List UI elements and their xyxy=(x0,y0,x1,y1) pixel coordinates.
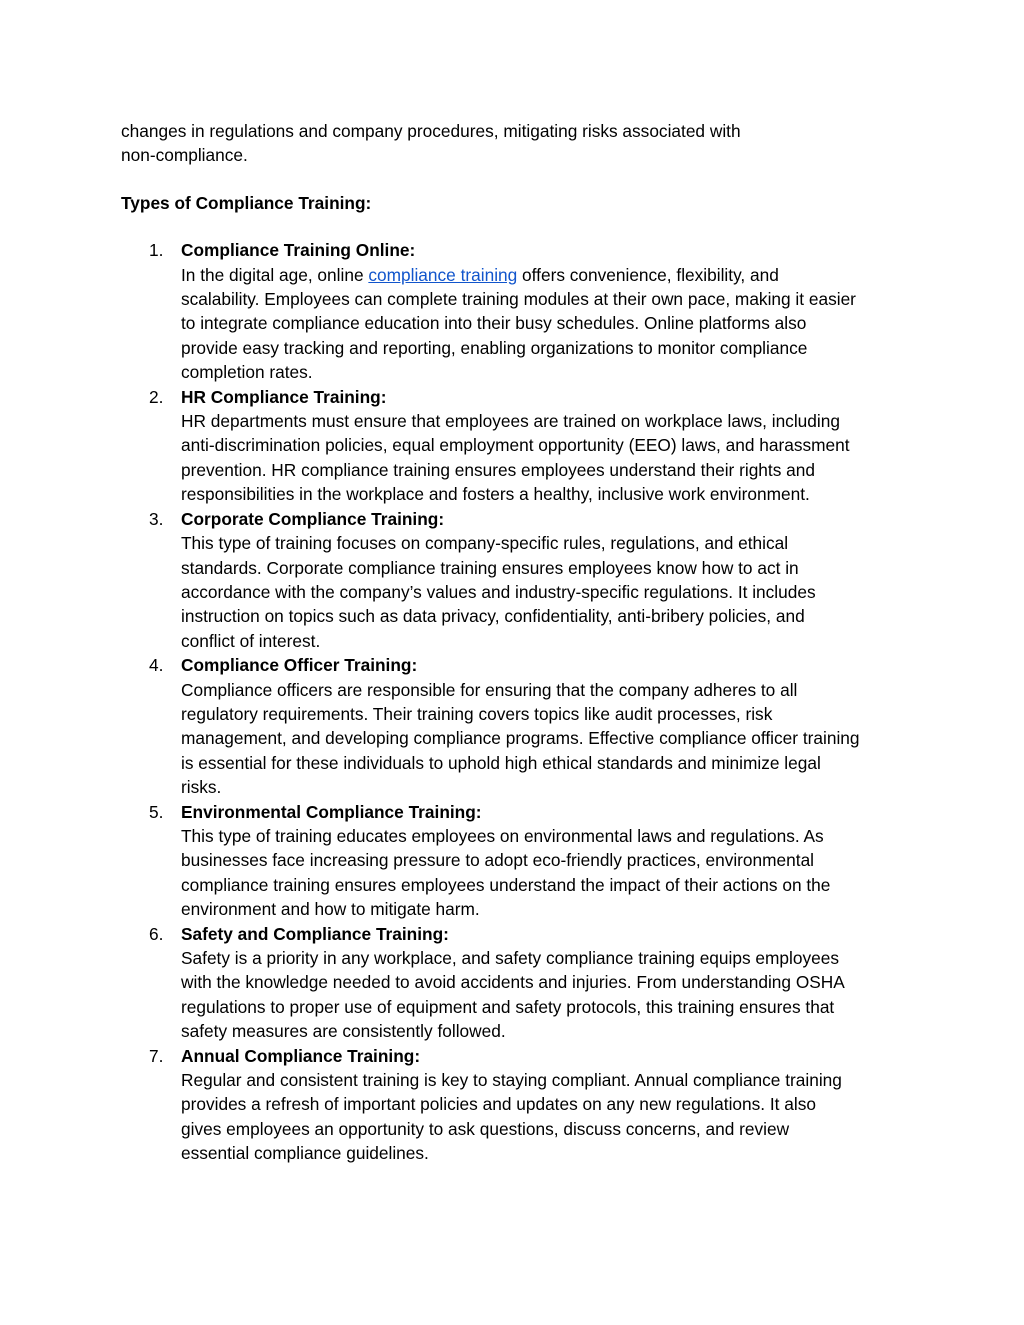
item-body xyxy=(181,263,921,385)
item-line: is essential for these individuals to uphold high ethical standards and minimize legal xyxy=(181,752,821,773)
list-item xyxy=(121,800,921,922)
item-line: HR departments must ensure that employees are trained on workplace laws, including xyxy=(181,411,840,432)
item-line: environment and how to mitigate harm. xyxy=(181,899,480,920)
item-line: risks. xyxy=(181,777,222,798)
intro-line: non-compliance. xyxy=(121,145,248,166)
item-body xyxy=(181,946,921,1044)
intro-line: changes in regulations and company procedures, mitigating risks associated with xyxy=(121,121,741,141)
item-line: with the knowledge needed to avoid accidents and injuries. From understanding OSHA xyxy=(181,972,845,993)
list-number: 6. xyxy=(149,923,164,944)
item-line: scalability. Employees can complete training modules at their own pace, making it easier xyxy=(181,289,856,310)
item-body xyxy=(181,678,921,800)
list-item xyxy=(121,922,921,1044)
item-line: accordance with the company’s values and industry-specific regulations. It includes xyxy=(181,581,816,602)
item-line: management, and developing compliance programs. Effective compliance officer training xyxy=(181,728,860,749)
item-line: essential compliance guidelines. xyxy=(181,1143,429,1164)
item-title: Compliance Officer Training: xyxy=(181,655,418,676)
item-line: regulatory requirements. Their training covers topics like audit processes, risk xyxy=(181,703,773,724)
item-title: HR Compliance Training: xyxy=(181,386,387,407)
item-title: Compliance Training Online: xyxy=(181,240,416,261)
intro-paragraph xyxy=(121,119,921,168)
item-body xyxy=(181,531,921,653)
item-line: completion rates. xyxy=(181,362,313,383)
item-line xyxy=(181,263,921,287)
list-number: 5. xyxy=(149,801,164,822)
item-text: offers convenience, flexibility, and xyxy=(517,264,779,285)
list-number: 1. xyxy=(149,240,164,261)
item-line: safety measures are consistently followed. xyxy=(181,1021,506,1042)
item-line: regulations to proper use of equipment and safety protocols, this training ensures that xyxy=(181,996,835,1017)
item-line: This type of training focuses on company-specific rules, regulations, and ethical xyxy=(181,533,789,554)
item-line: provides a refresh of important policies and updates on any new regulations. It also xyxy=(181,1094,816,1115)
list-number: 7. xyxy=(149,1045,164,1066)
item-line: Safety is a priority in any workplace, and safety compliance training equips employees xyxy=(181,948,839,968)
item-line: Regular and consistent training is key to staying compliant. Annual compliance training xyxy=(181,1070,842,1091)
item-line: businesses face increasing pressure to adopt eco-friendly practices, environmental xyxy=(181,850,815,871)
compliance-training-link[interactable]: compliance training xyxy=(368,264,518,285)
list-number: 3. xyxy=(149,508,164,529)
item-title: Annual Compliance Training: xyxy=(181,1045,421,1066)
item-line: gives employees an opportunity to ask questions, discuss concerns, and review xyxy=(181,1118,790,1139)
document-page xyxy=(121,119,921,1166)
item-line: instruction on topics such as data privacy, confidentiality, anti-bribery policies, and xyxy=(181,606,805,627)
types-list xyxy=(121,238,921,1165)
item-line: provide easy tracking and reporting, enabling organizations to monitor compliance xyxy=(181,337,808,358)
item-line: responsibilities in the workplace and fosters a healthy, inclusive work environment. xyxy=(181,484,810,505)
item-body xyxy=(181,409,921,507)
section-heading: Types of Compliance Training: xyxy=(121,192,372,213)
item-line: anti-discrimination policies, equal employment opportunity (EEO) laws, and harassment xyxy=(181,435,850,456)
list-number: 2. xyxy=(149,386,164,407)
list-item xyxy=(121,653,921,799)
item-title: Corporate Compliance Training: xyxy=(181,508,445,529)
item-line: This type of training educates employees on environmental laws and regulations. As xyxy=(181,825,824,846)
item-text: In the digital age, online xyxy=(181,264,369,285)
list-item xyxy=(121,1044,921,1166)
item-title: Safety and Compliance Training: xyxy=(181,923,449,944)
item-title: Environmental Compliance Training: xyxy=(181,801,482,822)
list-item xyxy=(121,385,921,507)
item-line: compliance training ensures employees understand the impact of their actions on the xyxy=(181,874,831,895)
item-body xyxy=(181,1068,921,1166)
item-line: prevention. HR compliance training ensures employees understand their rights and xyxy=(181,459,815,480)
item-line: standards. Corporate compliance training ensures employees know how to act in xyxy=(181,557,799,578)
list-number: 4. xyxy=(149,655,164,676)
item-line: conflict of interest. xyxy=(181,630,321,651)
list-item xyxy=(121,507,921,653)
item-line: to integrate compliance education into their busy schedules. Online platforms also xyxy=(181,313,807,334)
item-line: Compliance officers are responsible for ensuring that the company adheres to all xyxy=(181,679,798,700)
item-body xyxy=(181,824,921,922)
list-item xyxy=(121,238,921,384)
